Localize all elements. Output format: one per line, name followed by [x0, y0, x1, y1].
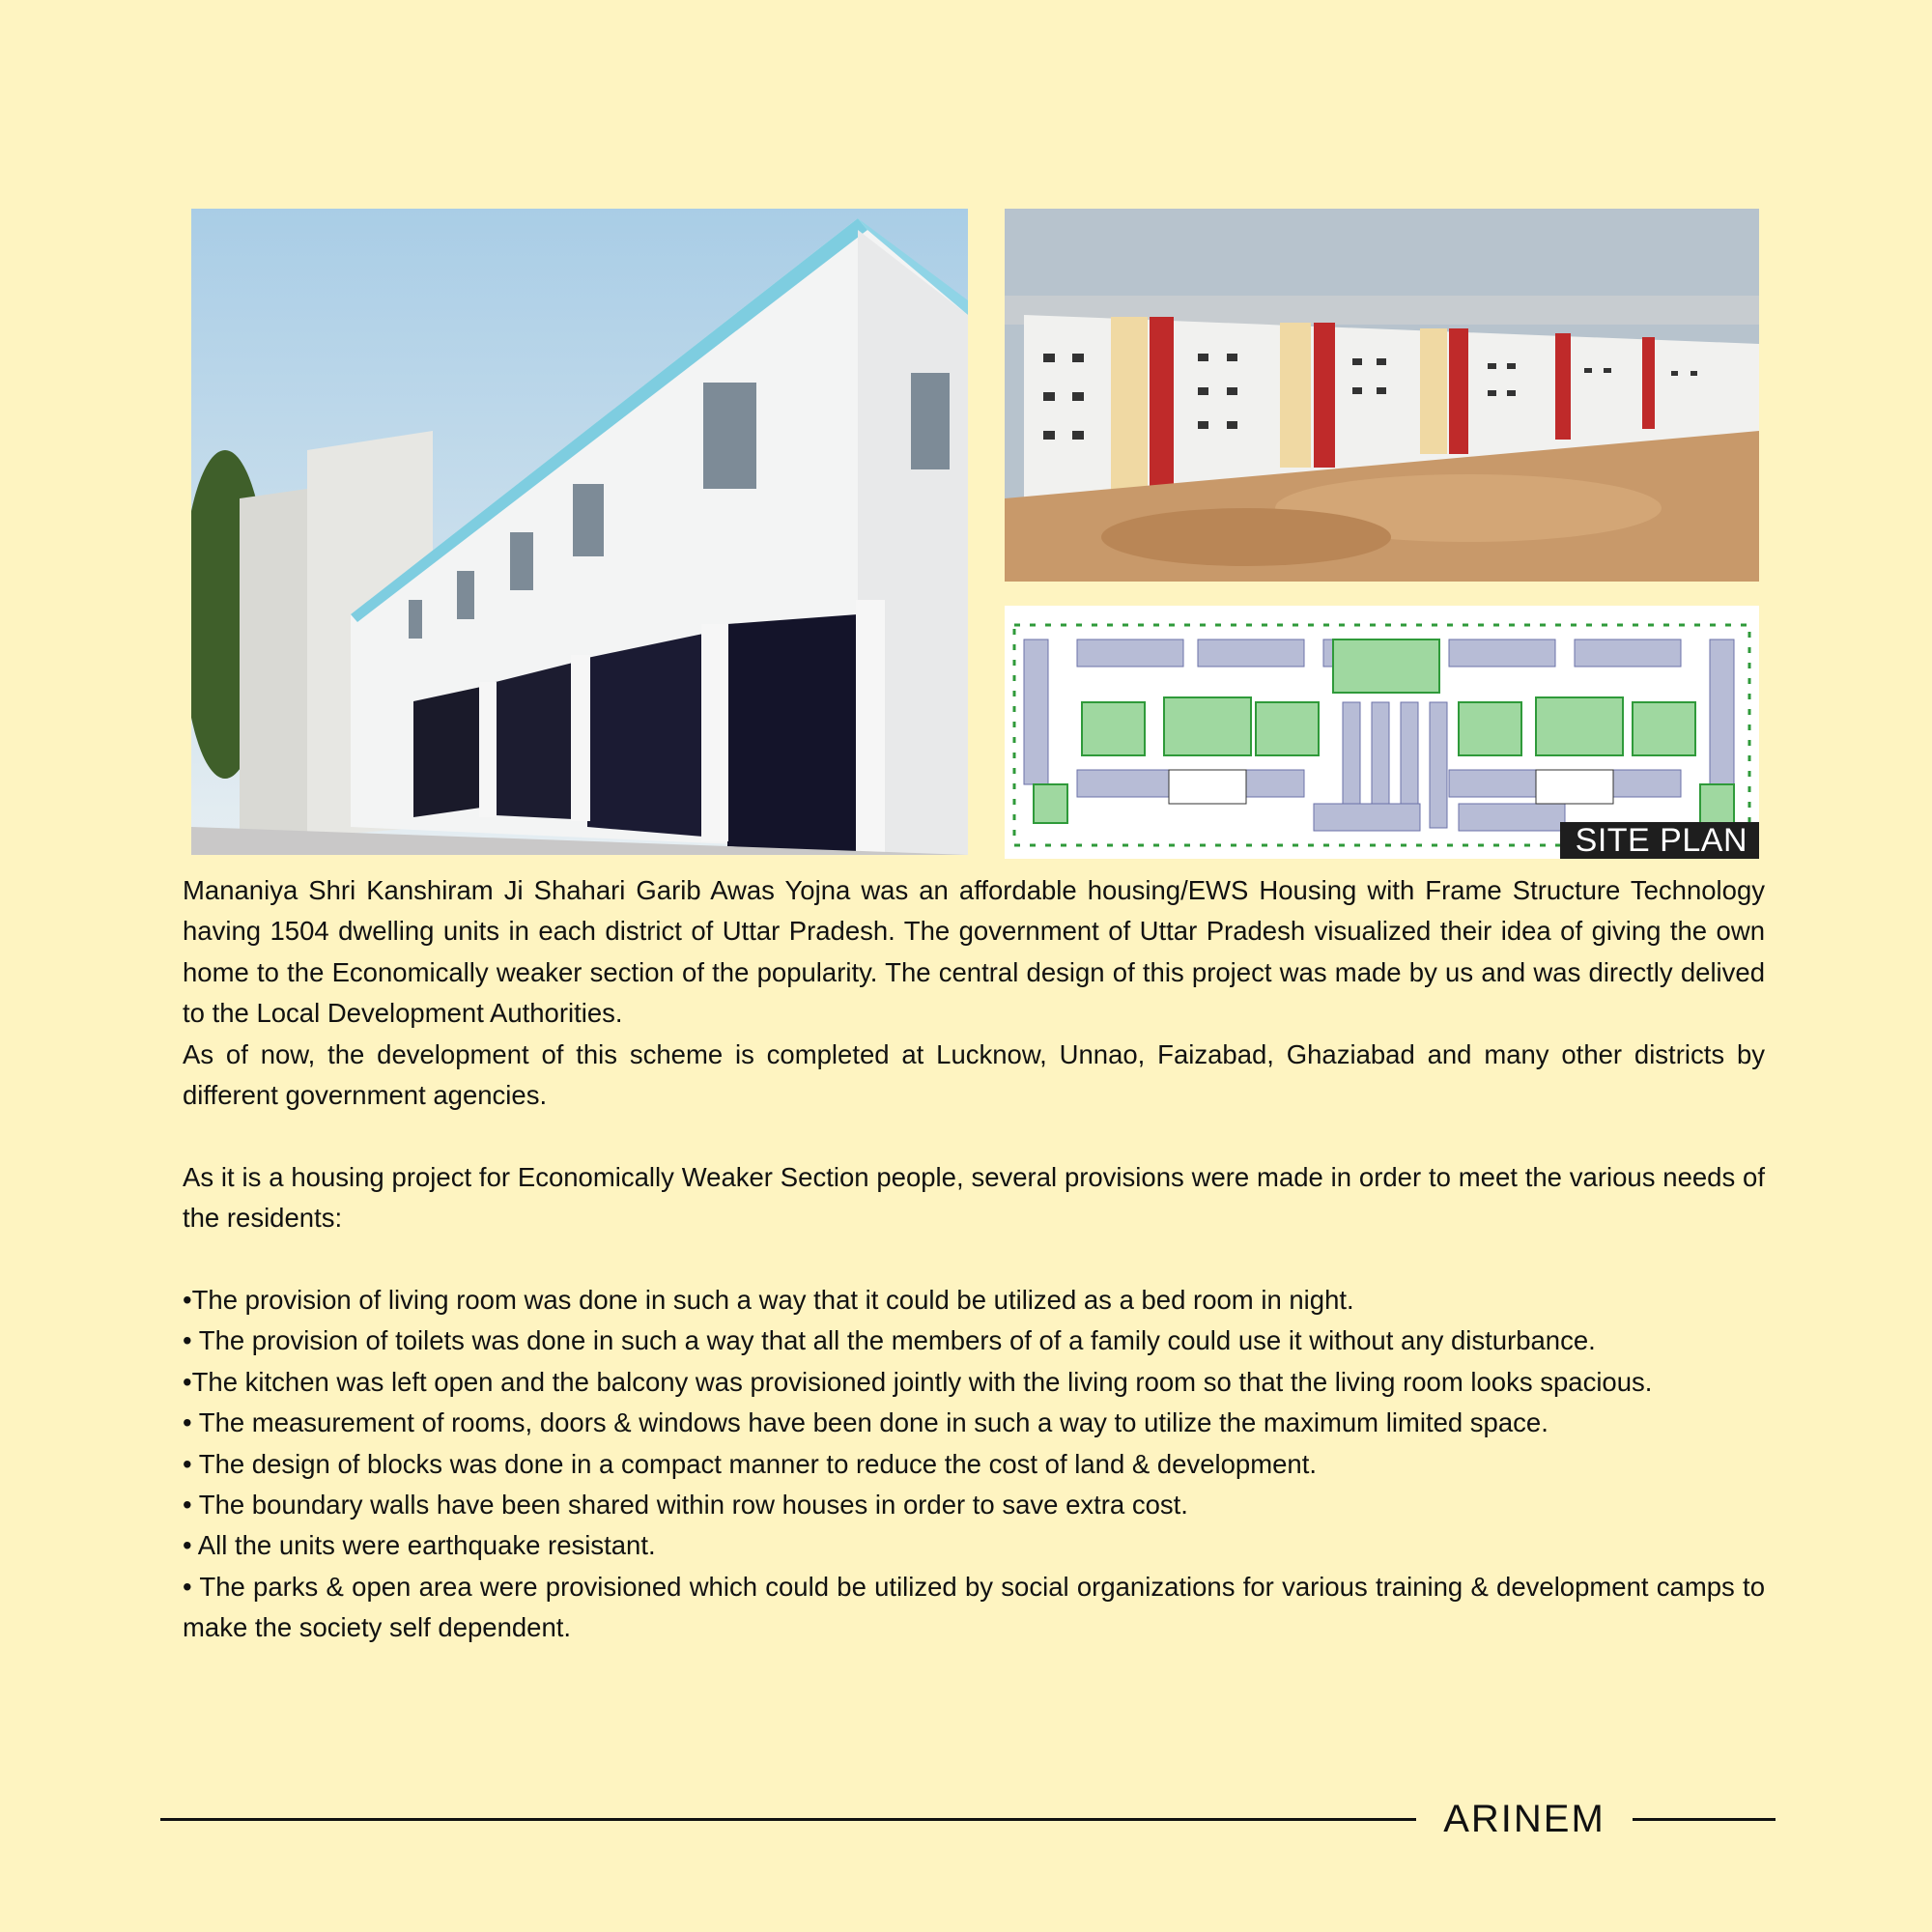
list-item: • The design of blocks was done in a compact manner to reduce the cost of land & development. — [183, 1448, 1317, 1479]
list-item: • All the units were earthquake resistant. — [183, 1530, 656, 1561]
brand-logo: ARINEM — [1443, 1798, 1605, 1840]
intro-paragraph: Mananiya Shri Kanshiram Ji Shahari Garib Awas Yojna was an affordable housing/EWS Housing with Frame Structure Technology having 1504 dwelling units in each district of Uttar Pradesh. The government of Uttar Pradesh visualized their idea of giving the own home to the Economically weaker section of the popularity. The central design of this project was made by us and was directly delived to the Local Development Authorities. — [183, 875, 1765, 1029]
list-item: •The kitchen was left open and the balcony was provisioned jointly with the living room so that the living room looks spacious. — [183, 1366, 1653, 1397]
site-plan-drawing — [1005, 606, 1759, 859]
footer-divider-left — [160, 1818, 1416, 1821]
list-item: • The provision of toilets was done in such a way that all the members of of a family could use it without any disturbance. — [183, 1325, 1596, 1356]
development-paragraph: As of now, the development of this scheme is completed at Lucknow, Unnao, Faizabad, Ghaziabad and many other districts by different government agencies. — [183, 1038, 1765, 1111]
list-item: • The measurement of rooms, doors & windows have been done in such a way to utilize the maximum limited space. — [183, 1407, 1548, 1438]
list-item: •The provision of living room was done in such a way that it could be utilized as a bed room in night. — [183, 1285, 1354, 1316]
list-item: • The parks & open area were provisioned which could be utilized by social organizations for various training & development camps to make the society self dependent. — [183, 1571, 1765, 1643]
body-text — [183, 870, 1765, 1649]
building-photo — [191, 209, 968, 855]
list-item: • The boundary walls have been shared within row houses in order to save extra cost. — [183, 1490, 1188, 1520]
provisions-paragraph: As it is a housing project for Economically Weaker Section people, several provisions were made in order to meet the various needs of the residents: — [183, 1161, 1765, 1234]
housing-photo — [1005, 209, 1759, 582]
site-plan-label: SITE PLAN — [1560, 822, 1759, 859]
footer-divider-right — [1633, 1818, 1776, 1821]
